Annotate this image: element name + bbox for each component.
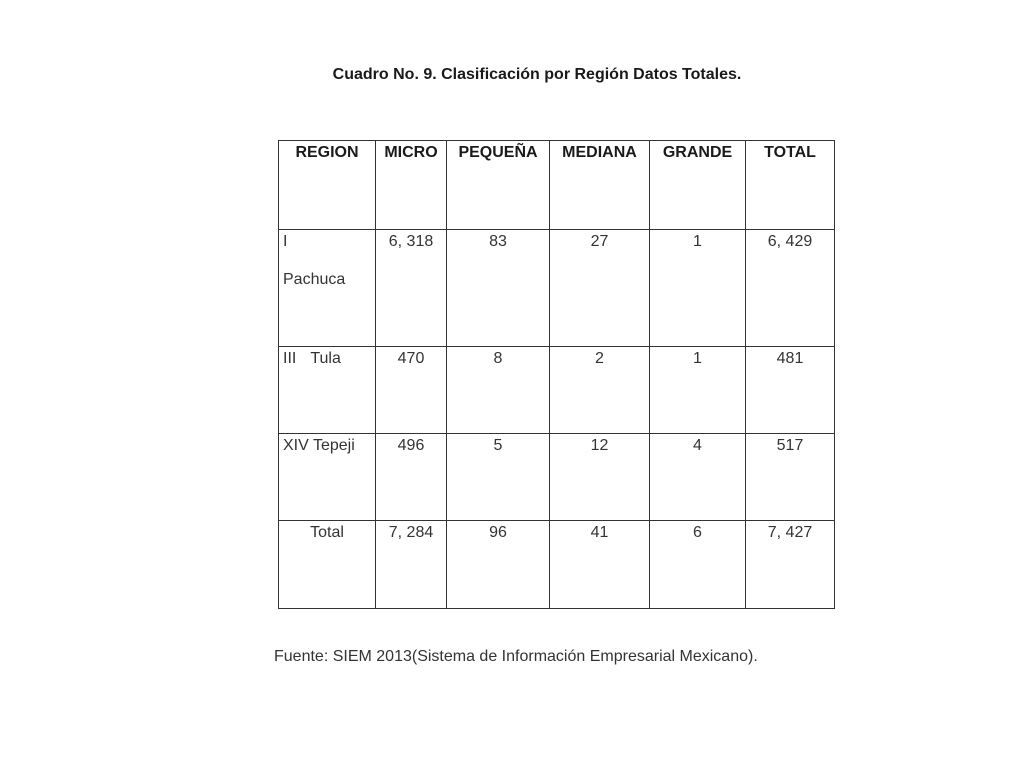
region-name: Pachuca [283,271,346,288]
total-cell: 6, 429 [746,230,835,347]
total-cell: 7, 427 [746,521,835,609]
header-region: REGION [279,141,376,230]
total-label-cell: Total [279,521,376,609]
source-note: Fuente: SIEM 2013(Sistema de Información Empresarial Mexicano). [274,648,758,665]
region-name: Tepeji [312,437,355,454]
header-grande: GRANDE [650,141,746,230]
grande-cell: 6 [650,521,746,609]
total-cell: 517 [746,434,835,521]
micro-cell: 470 [376,347,447,434]
pequena-cell: 8 [447,347,550,434]
region-cell [279,347,376,434]
table-total-row [279,521,835,609]
table-header-row [279,141,835,230]
header-total: TOTAL [746,141,835,230]
micro-cell: 496 [376,434,447,521]
pequena-cell: 83 [447,230,550,347]
grande-cell: 1 [650,347,746,434]
region-cell [279,434,376,521]
mediana-cell: 27 [550,230,650,347]
table-row [279,230,835,347]
pequena-cell: 5 [447,434,550,521]
region-name: Tula [310,350,341,367]
mediana-cell: 2 [550,347,650,434]
micro-cell: 6, 318 [376,230,447,347]
total-cell: 481 [746,347,835,434]
mediana-cell: 12 [550,434,650,521]
table-row [279,347,835,434]
grande-cell: 1 [650,230,746,347]
pequena-cell: 96 [447,521,550,609]
table-title: Cuadro No. 9. Clasificación por Región Datos Totales. [332,66,742,83]
region-cell [279,230,376,347]
header-micro: MICRO [376,141,447,230]
region-code: I [283,233,288,250]
region-classification-table [278,140,835,609]
header-pequena: PEQUEÑA [447,141,550,230]
table-row [279,434,835,521]
micro-cell: 7, 284 [376,521,447,609]
grande-cell: 4 [650,434,746,521]
header-mediana: MEDIANA [550,141,650,230]
mediana-cell: 41 [550,521,650,609]
region-code: III [283,350,297,367]
region-code: XIV [283,437,309,454]
